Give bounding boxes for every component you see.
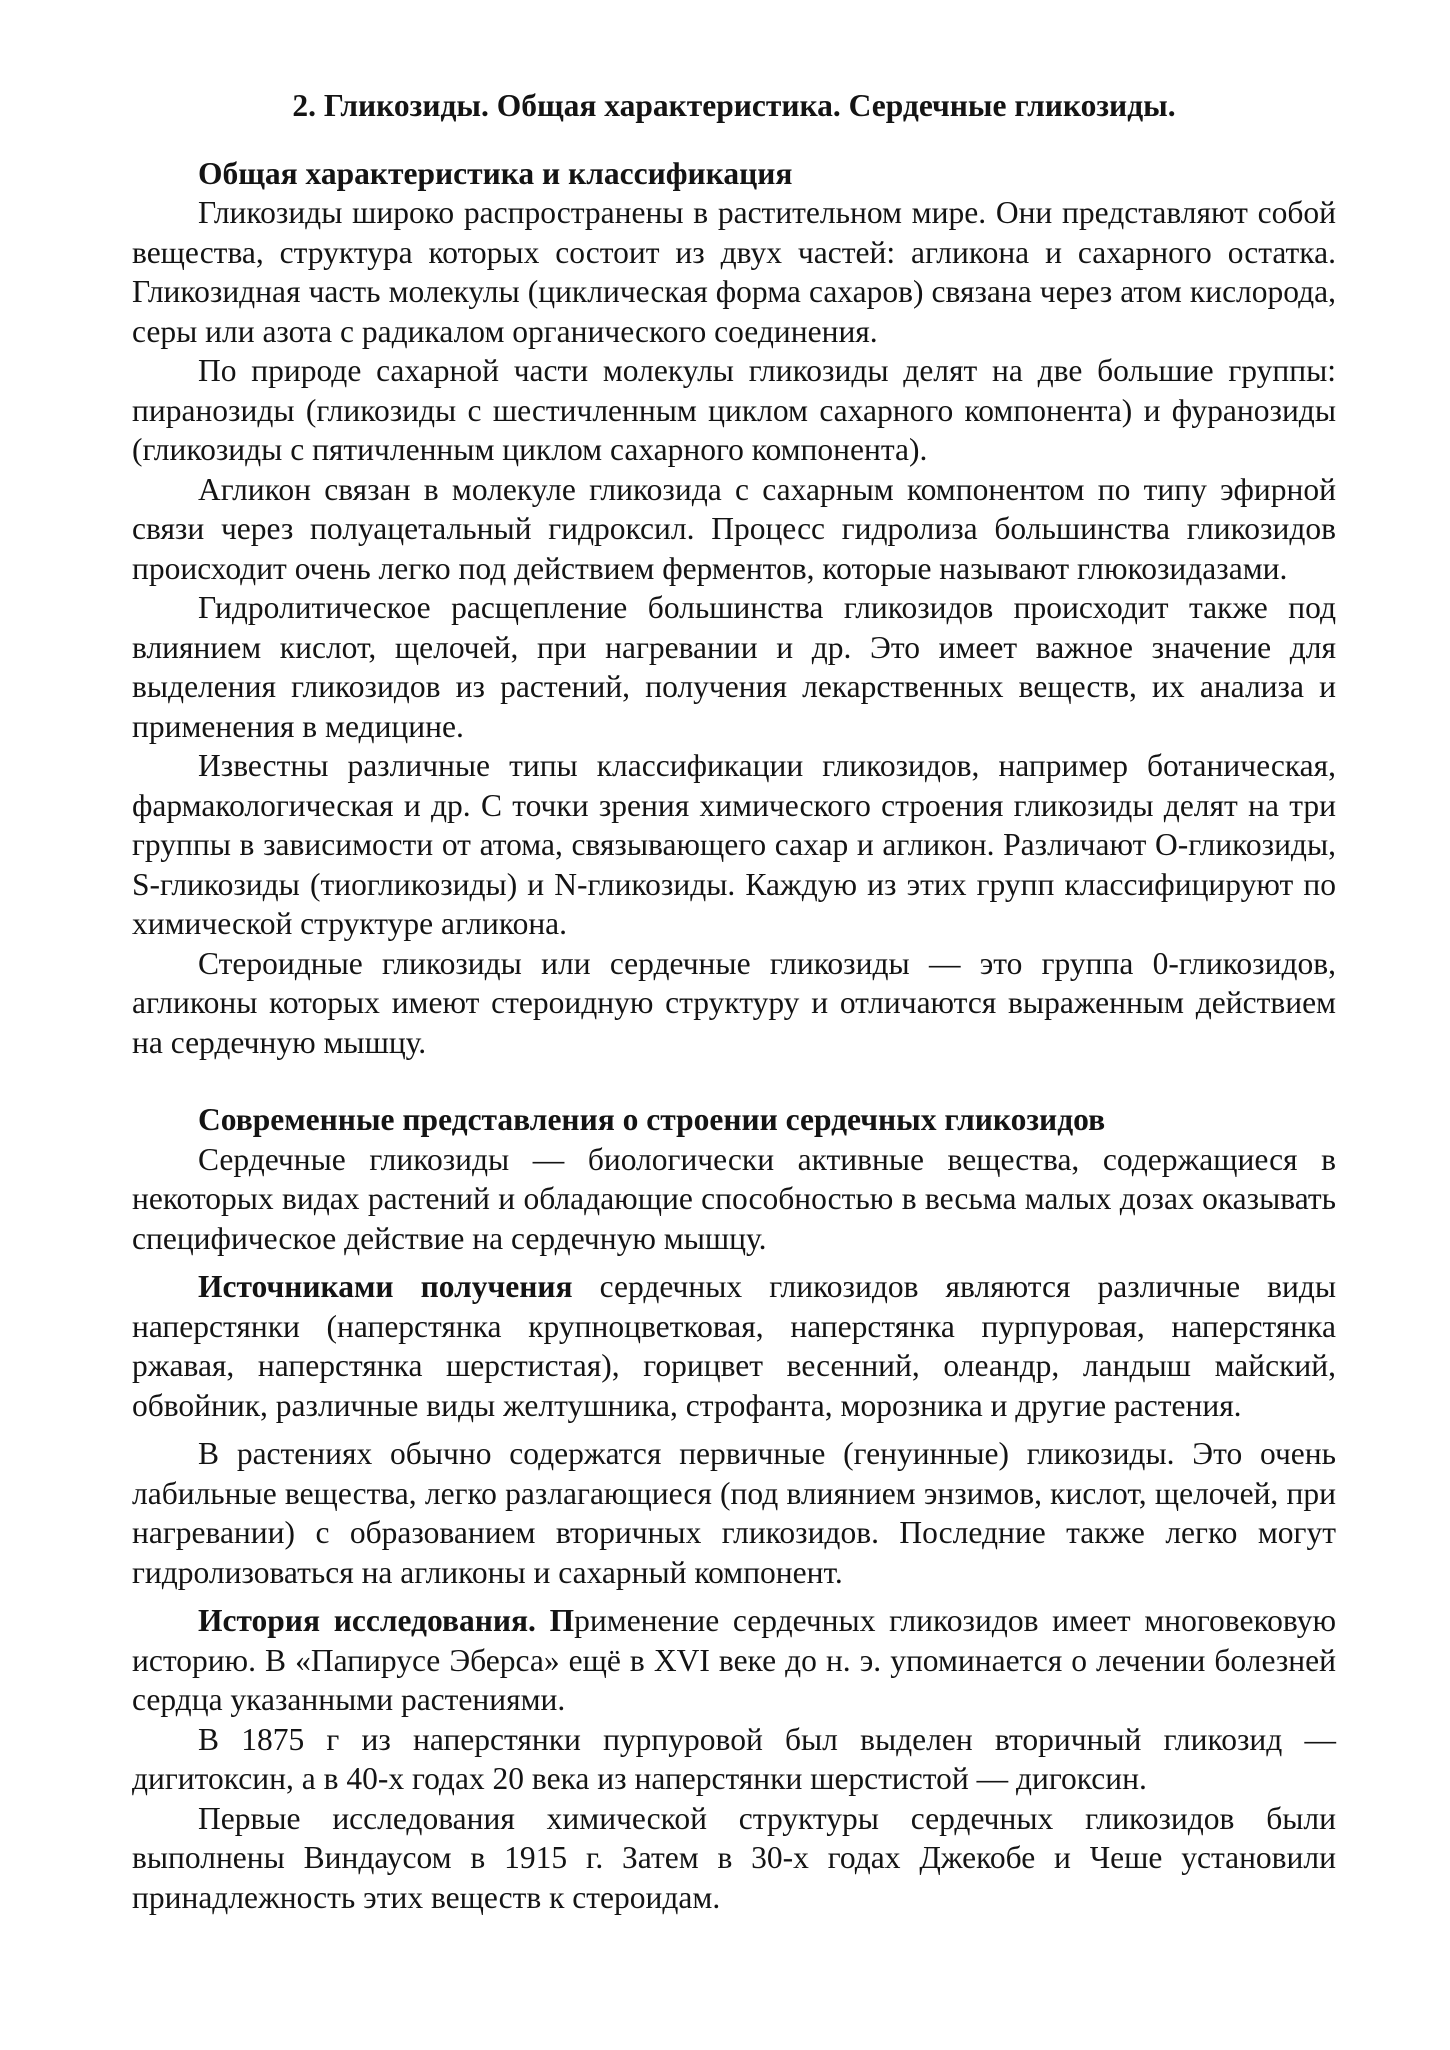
paragraph (132, 1601, 1336, 1720)
paragraph-text: Сердечные гликозиды — биологически активные вещества, содержащиеся в некоторых видах растений и обладающие способностью в весьма малых дозах оказывать специфическое действие на сердечную мышцу. (132, 1141, 1336, 1256)
paragraph (132, 1434, 1336, 1592)
document-title: 2. Гликозиды. Общая характеристика. Сердечные гликозиды. (292, 88, 1176, 123)
paragraph-text: В растениях обычно содержатся первичные (генуинные) гликозиды. Это очень лабильные вещества, легко разлагающиеся (под влиянием энзимов, кислот, щелочей, при нагревании) с образованием вторичных гликозидов. Последние также легко могут гидролизоваться на агликоны и сахарный компонент. (132, 1436, 1336, 1590)
paragraph-text: рименение сердечных гликозидов имеет многовековую историю. В «Папирусе Эберса» ещё в XVI веке до н. э. упоминается о лечении болезней сердца указанными растениями. (132, 1603, 1337, 1717)
paragraph (132, 1720, 1336, 1799)
paragraph (132, 588, 1336, 746)
paragraph (132, 1799, 1336, 1918)
paragraph (132, 470, 1336, 589)
paragraph (132, 1140, 1336, 1259)
paragraph (132, 746, 1336, 944)
document-page (132, 86, 1336, 1917)
paragraph-text: Агликон связан в молекуле гликозида с сахарным компонентом по типу эфирной связи через полуацетальный гидроксил. Процесс гидролиза большинства гликозидов происходит очень легко под действием ферментов, которые называют глюкозидазами. (132, 471, 1336, 586)
paragraph-lead-bold: Источниками получения (198, 1269, 573, 1304)
paragraph-text: Гликозиды широко распространены в растительном мире. Они представляют собой вещества, структура которых состоит из двух частей: агликона и сахарного остатка. Гликозидная часть молекулы (циклическая форма сахаров) связана через атом кислорода, серы или азота с радикалом органического соединения. (132, 195, 1336, 349)
paragraph (132, 1267, 1336, 1425)
paragraph-text: Первые исследования химической структуры сердечных гликозидов были выполнены Виндаусом в 1915 г. Затем в 30-х годах Джекобе и Чеше установили принадлежность этих веществ к стероидам. (132, 1800, 1336, 1915)
section-heading-structure: Современные представления о строении сердечных гликозидов (198, 1102, 1106, 1137)
paragraph-text: Стероидные гликозиды или сердечные гликозиды — это группа 0-гликозидов, агликоны которых имеют стероидную структуру и отличаются выраженным действием на сердечную мышцу. (132, 945, 1336, 1060)
paragraph-lead-bold: История исследования. П (198, 1603, 575, 1638)
paragraph (132, 944, 1336, 1063)
paragraph-text: В 1875 г из наперстянки пурпуровой был выделен вторичный гликозид — дигитоксин, а в 40-х годах 20 века из наперстянки шерстистой — дигоксин. (132, 1721, 1336, 1796)
paragraph-text: сердечных гликозидов являются различные виды наперстянки (наперстянка крупноцветковая, наперстянка пурпуровая, наперстянка ржавая, наперстянка шерстистая), горицвет весенний, олеандр, ландыш майский, обвойник, различные виды желтушника, строфанта, морозника и другие растения. (132, 1269, 1337, 1423)
paragraph-text: Гидролитическое расщепление большинства гликозидов происходит также под влиянием кислот, щелочей, при нагревании и др. Это имеет важное значение для выделения гликозидов из растений, получения лекарственных веществ, их анализа и применения в медицине. (132, 590, 1336, 744)
paragraph (132, 351, 1336, 470)
section-heading-classification: Общая характеристика и классификация (198, 155, 793, 191)
paragraph (132, 193, 1336, 351)
paragraph-text: По природе сахарной части молекулы гликозиды делят на две большие группы: пиранозиды (гликозиды с шестичленным циклом сахарного компонента) и фуранозиды (гликозиды с пятичленным циклом сахарного компонента). (132, 353, 1336, 467)
paragraph-text: Известны различные типы классификации гликозидов, например ботаническая, фармакологическая и др. С точки зрения химического строения гликозиды делят на три группы в зависимости от атома, связывающего сахар и агликон. Различают O-гликозиды, S-гликозиды (тиогликозиды) и N-гликозиды. Каждую из этих групп классифицируют по химической структуре агликона. (132, 748, 1336, 941)
